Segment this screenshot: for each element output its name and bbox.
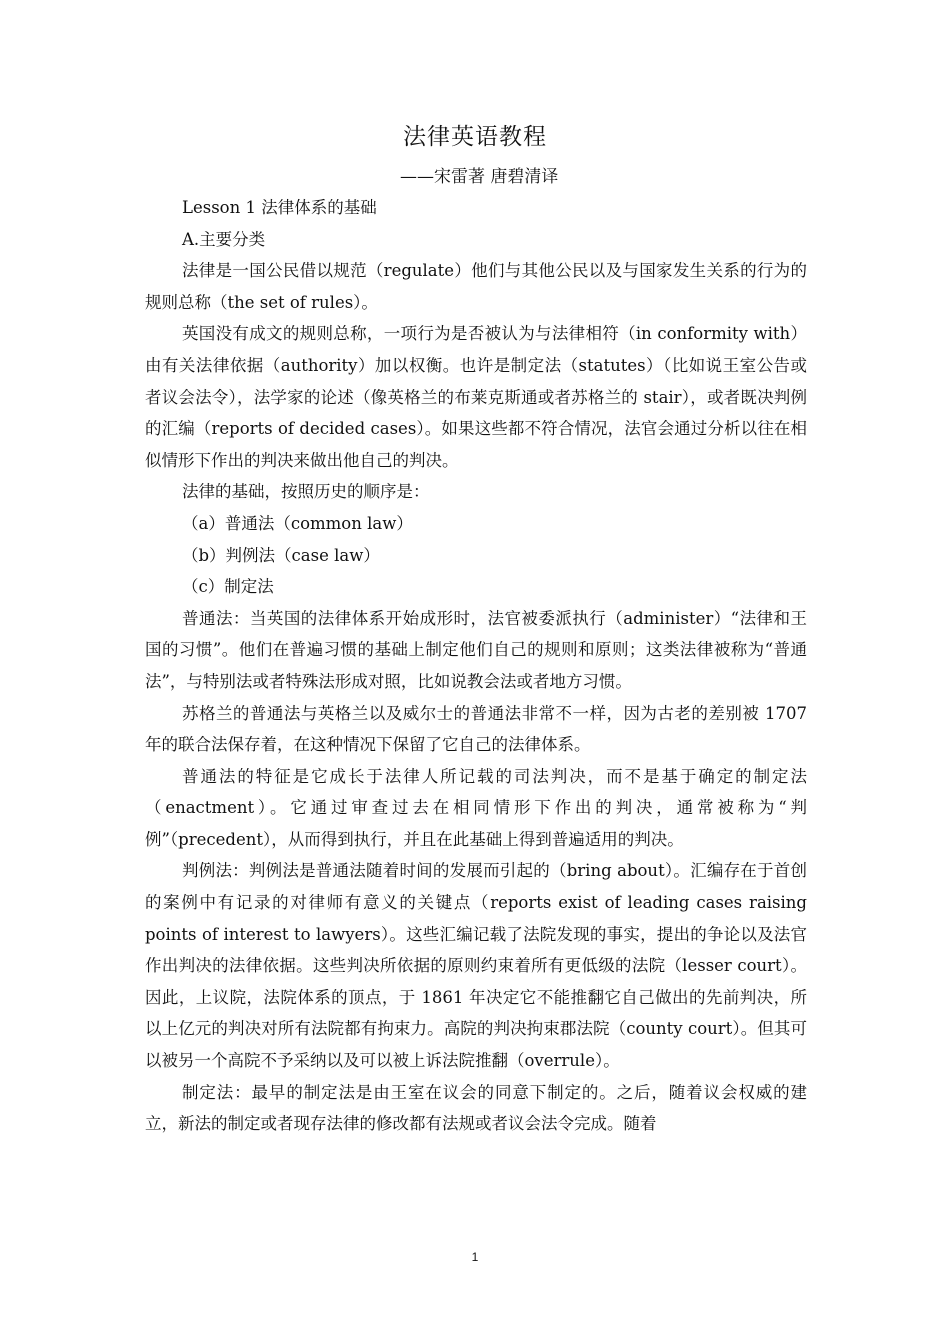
paragraph: 法律的基础，按照历史的顺序是： (182, 482, 430, 502)
paragraph: 普通法：当英国的法律体系开始成形时，法官被委派执行（administer）“法律和王国的习惯”。他们在普遍习惯的基础上制定他们自己的规则和原则；这类法律被称为“普通法”，与特别法或者特殊法形成对照，比如说教会法或者地方习惯。 (145, 608, 807, 691)
paragraph: 制定法：最早的制定法是由王室在议会的同意下制定的。之后，随着议会权威的建立，新法的制定或者现存法律的修改都有法规或者议会法令完成。随着 (145, 1082, 807, 1134)
document-body (145, 192, 807, 1140)
paragraph: 苏格兰的普通法与英格兰以及威尔士的普通法非常不一样，因为古老的差别被 1707 年的联合法保存着，在这种情况下保留了它自己的法律体系。 (145, 703, 807, 755)
list-item: （c）制定法 (182, 577, 274, 597)
document-subtitle: ——宋雷著 唐碧清译 (400, 167, 559, 187)
lesson-heading: Lesson 1 法律体系的基础 (182, 198, 377, 217)
paragraph: 普通法的特征是它成长于法律人所记载的司法判决，而不是基于确定的制定法（enactment）。它通过审查过去在相同情形下作出的判决，通常被称为“判例”（precedent），从而得到执行，并且在此基础上得到普遍适用的判决。 (145, 766, 807, 849)
list-item: （b）判例法（case law） (182, 545, 380, 565)
paragraph: 英国没有成文的规则总称，一项行为是否被认为与法律相符（in conformity with）由有关法律依据（authority）加以权衡。也许是制定法（statutes）（比如说王室公告或者议会法令），法学家的论述（像英格兰的布莱克斯通或者苏格兰的 stair），或者既决判例的汇编（reports of decided cases）。如果这些都不符合情况，法官会通过分析以往在相似情形下作出的判决来做出他自己的判决。 (145, 324, 807, 470)
paragraph: 法律是一国公民借以规范（regulate）他们与其他公民以及与国家发生关系的行为的规则总称（the set of rules）。 (145, 261, 807, 312)
section-heading: A.主要分类 (182, 229, 266, 249)
paragraph: 判例法：判例法是普通法随着时间的发展而引起的（bring about）。汇编存在于首创的案例中有记录的对律师有意义的关键点（reports exist of leading cases raising points of interest to lawyers）。这些汇编记载了法院发现的事实，提出的争论以及法官作出判决的法律依据。这些判决所依据的原则约束着所有更低级的法院（lesser court）。因此，上议院，法院体系的顶点，于 1861 年决定它不能推翻它自己做出的先前判决，所以上亿元的判决对所有法院都有拘束力。高院的判决拘束郡法院（county court）。但其可以被另一个高院不予采纳以及可以被上诉法院推翻（overrule）。 (145, 861, 807, 1071)
page-number: 1 (471, 1250, 479, 1264)
list-item: （a）普通法（common law） (182, 513, 413, 533)
document-title: 法律英语教程 (403, 124, 547, 150)
